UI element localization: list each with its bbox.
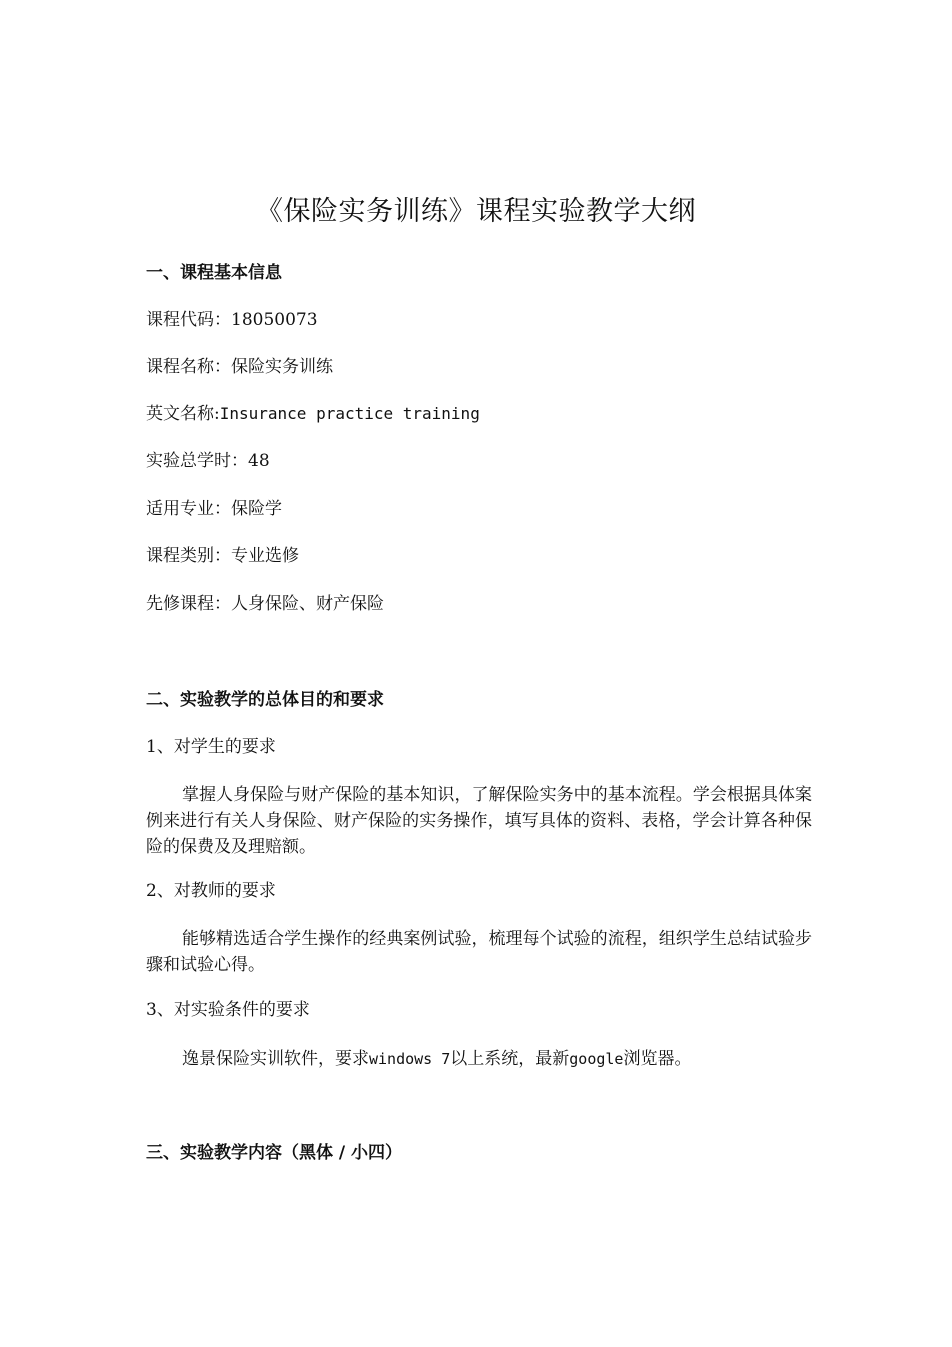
- section-heading-content: 三、实验教学内容（黑体 / 小四）: [146, 1143, 403, 1163]
- info-label: 课程名称：: [146, 357, 231, 377]
- info-english-name: [146, 401, 480, 427]
- info-label: 实验总学时：: [146, 451, 248, 471]
- subheading-teacher-requirements: 2、对教师的要求: [146, 881, 276, 901]
- paragraph-lab-conditions: [146, 1046, 812, 1072]
- info-value: 保险学: [231, 499, 282, 519]
- info-value: 18050073: [231, 310, 318, 330]
- info-value: 48: [248, 451, 270, 471]
- text-run-os: windows 7: [369, 1050, 451, 1068]
- info-label: 适用专业：: [146, 499, 231, 519]
- subheading-student-requirements: 1、对学生的要求: [146, 737, 276, 757]
- subheading-lab-conditions: 3、对实验条件的要求: [146, 1000, 310, 1020]
- section-heading-basic-info: 一、课程基本信息: [146, 263, 282, 283]
- info-total-hours: [146, 448, 270, 474]
- info-applicable-major: [146, 496, 282, 522]
- paragraph-teacher-requirements: 能够精选适合学生操作的经典案例试验，梳理每个试验的流程，组织学生总结试验步骤和试验心得。: [146, 929, 812, 975]
- paragraph-student-requirements: 掌握人身保险与财产保险的基本知识，了解保险实务中的基本流程。学会根据具体案例来进行有关人身保险、财产保险的实务操作，填写具体的资料、表格，学会计算各种保险的保费及及理赔额。: [146, 785, 812, 857]
- info-value: Insurance practice training: [219, 404, 480, 423]
- text-run: 以上系统，最新: [450, 1049, 570, 1069]
- info-label: 先修课程：: [146, 594, 231, 614]
- info-value: 专业选修: [231, 546, 299, 566]
- info-label: 课程代码：: [146, 310, 231, 330]
- info-value: 人身保险、财产保险: [231, 594, 384, 614]
- document-title: 《保险实务训练》课程实验教学大纲: [256, 196, 696, 227]
- info-label: 英文名称:: [146, 404, 220, 424]
- text-run: 逸景保险实训软件，要求: [182, 1049, 369, 1069]
- text-run: 浏览器。: [623, 1049, 692, 1069]
- info-course-category: [146, 543, 299, 569]
- info-prerequisites: [146, 591, 384, 617]
- info-course-name: [146, 354, 333, 380]
- section-heading-objectives: 二、实验教学的总体目的和要求: [146, 690, 384, 710]
- text-run-browser: google: [569, 1050, 624, 1068]
- info-value: 保险实务训练: [231, 357, 333, 377]
- info-course-code: [146, 307, 318, 333]
- info-label: 课程类别：: [146, 546, 231, 566]
